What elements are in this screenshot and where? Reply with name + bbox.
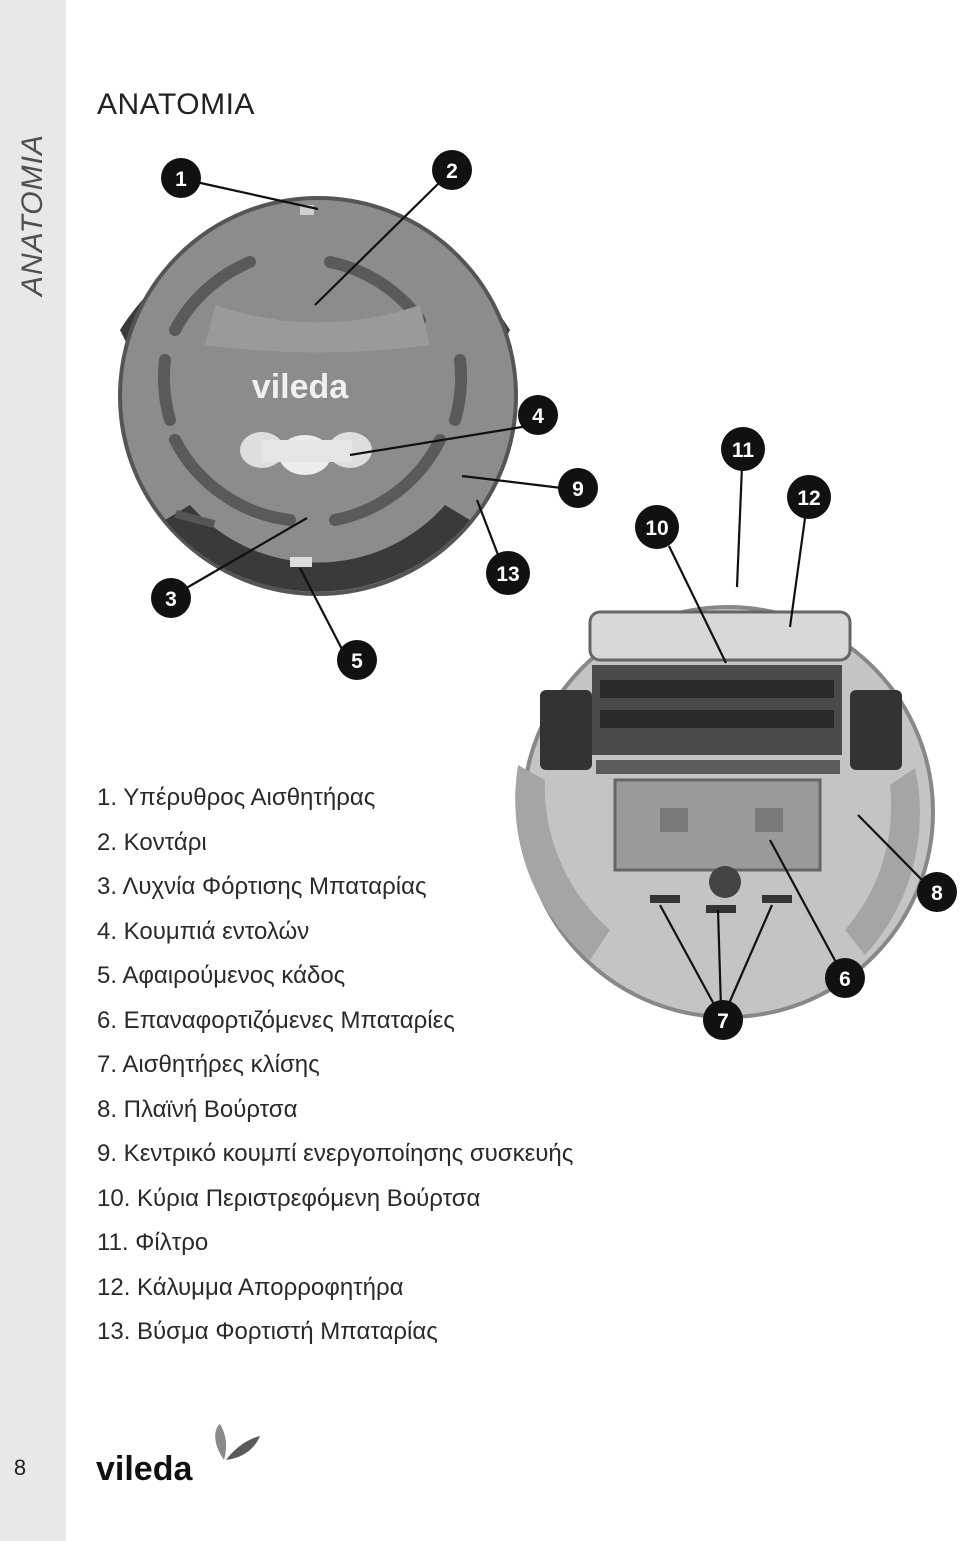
- legend-item: 10. Κύρια Περιστρεφόμενη Βούρτσα: [97, 1184, 481, 1212]
- svg-text:12: 12: [797, 487, 821, 510]
- legend-item: 7. Αισθητήρες κλίσης: [97, 1051, 320, 1078]
- page-title: ANATOMIA: [97, 88, 255, 121]
- callout-10: [635, 505, 679, 549]
- sidebar-title-text: ANATOMIA: [16, 134, 50, 296]
- leaf-icon: [215, 1424, 226, 1460]
- robot-top-view: [120, 198, 516, 594]
- callout-9: [558, 468, 598, 508]
- callout-12: [787, 475, 831, 519]
- callout-3: [151, 578, 191, 618]
- svg-text:6: 6: [839, 968, 851, 991]
- svg-text:8: 8: [931, 882, 943, 905]
- callout-13: [486, 551, 530, 595]
- svg-text:7: 7: [717, 1010, 729, 1033]
- legend-item: 13. Βύσμα Φορτιστή Μπαταρίας: [97, 1318, 438, 1345]
- vileda-logo: [92, 1420, 272, 1490]
- legend-item: 1. Υπέρυθρος Αισθητήρας: [97, 784, 376, 811]
- svg-text:3: 3: [165, 588, 177, 611]
- legend-item: 9. Κεντρικό κουμπί ενεργοποίησης συσκευής: [97, 1140, 574, 1167]
- legend-item: 6. Επαναφορτιζόμενες Μπαταρίες: [97, 1006, 455, 1034]
- callout-6: [825, 958, 865, 998]
- svg-text:1: 1: [175, 168, 187, 191]
- legend-item: 4. Κουμπιά εντολών: [97, 917, 310, 945]
- svg-text:2: 2: [446, 160, 458, 183]
- callout-5: [337, 640, 377, 680]
- callout-7: [703, 1000, 743, 1040]
- device-logo: vileda: [251, 368, 349, 406]
- svg-text:10: 10: [645, 517, 669, 540]
- callout-11: [721, 427, 765, 471]
- legend-item: 2. Κοντάρι: [97, 828, 207, 856]
- svg-text:13: 13: [496, 563, 520, 586]
- legend-item: 5. Αφαιρούμενος κάδος: [97, 962, 346, 989]
- legend-item: 12. Κάλυμμα Απορροφητήρα: [97, 1273, 404, 1301]
- brand-wordmark: vileda: [96, 1450, 193, 1488]
- svg-text:11: 11: [731, 439, 755, 462]
- svg-text:4: 4: [532, 405, 544, 428]
- callout-4: [518, 395, 558, 435]
- callout-8: [917, 872, 957, 912]
- legend-item: 3. Λυχνία Φόρτισης Μπαταρίας: [97, 873, 427, 900]
- parts-legend: [97, 780, 573, 1359]
- svg-text:9: 9: [572, 478, 584, 501]
- leaf-icon: [226, 1436, 260, 1460]
- callout-2: [432, 150, 472, 190]
- robot-bottom-view: [515, 607, 933, 1017]
- svg-text:5: 5: [351, 650, 363, 673]
- page-number: 8: [13, 1455, 27, 1480]
- legend-item: 8. Πλαϊνή Βούρτσα: [97, 1095, 298, 1123]
- legend-item: 11. Φίλτρο: [97, 1229, 209, 1256]
- callout-1: [161, 158, 201, 198]
